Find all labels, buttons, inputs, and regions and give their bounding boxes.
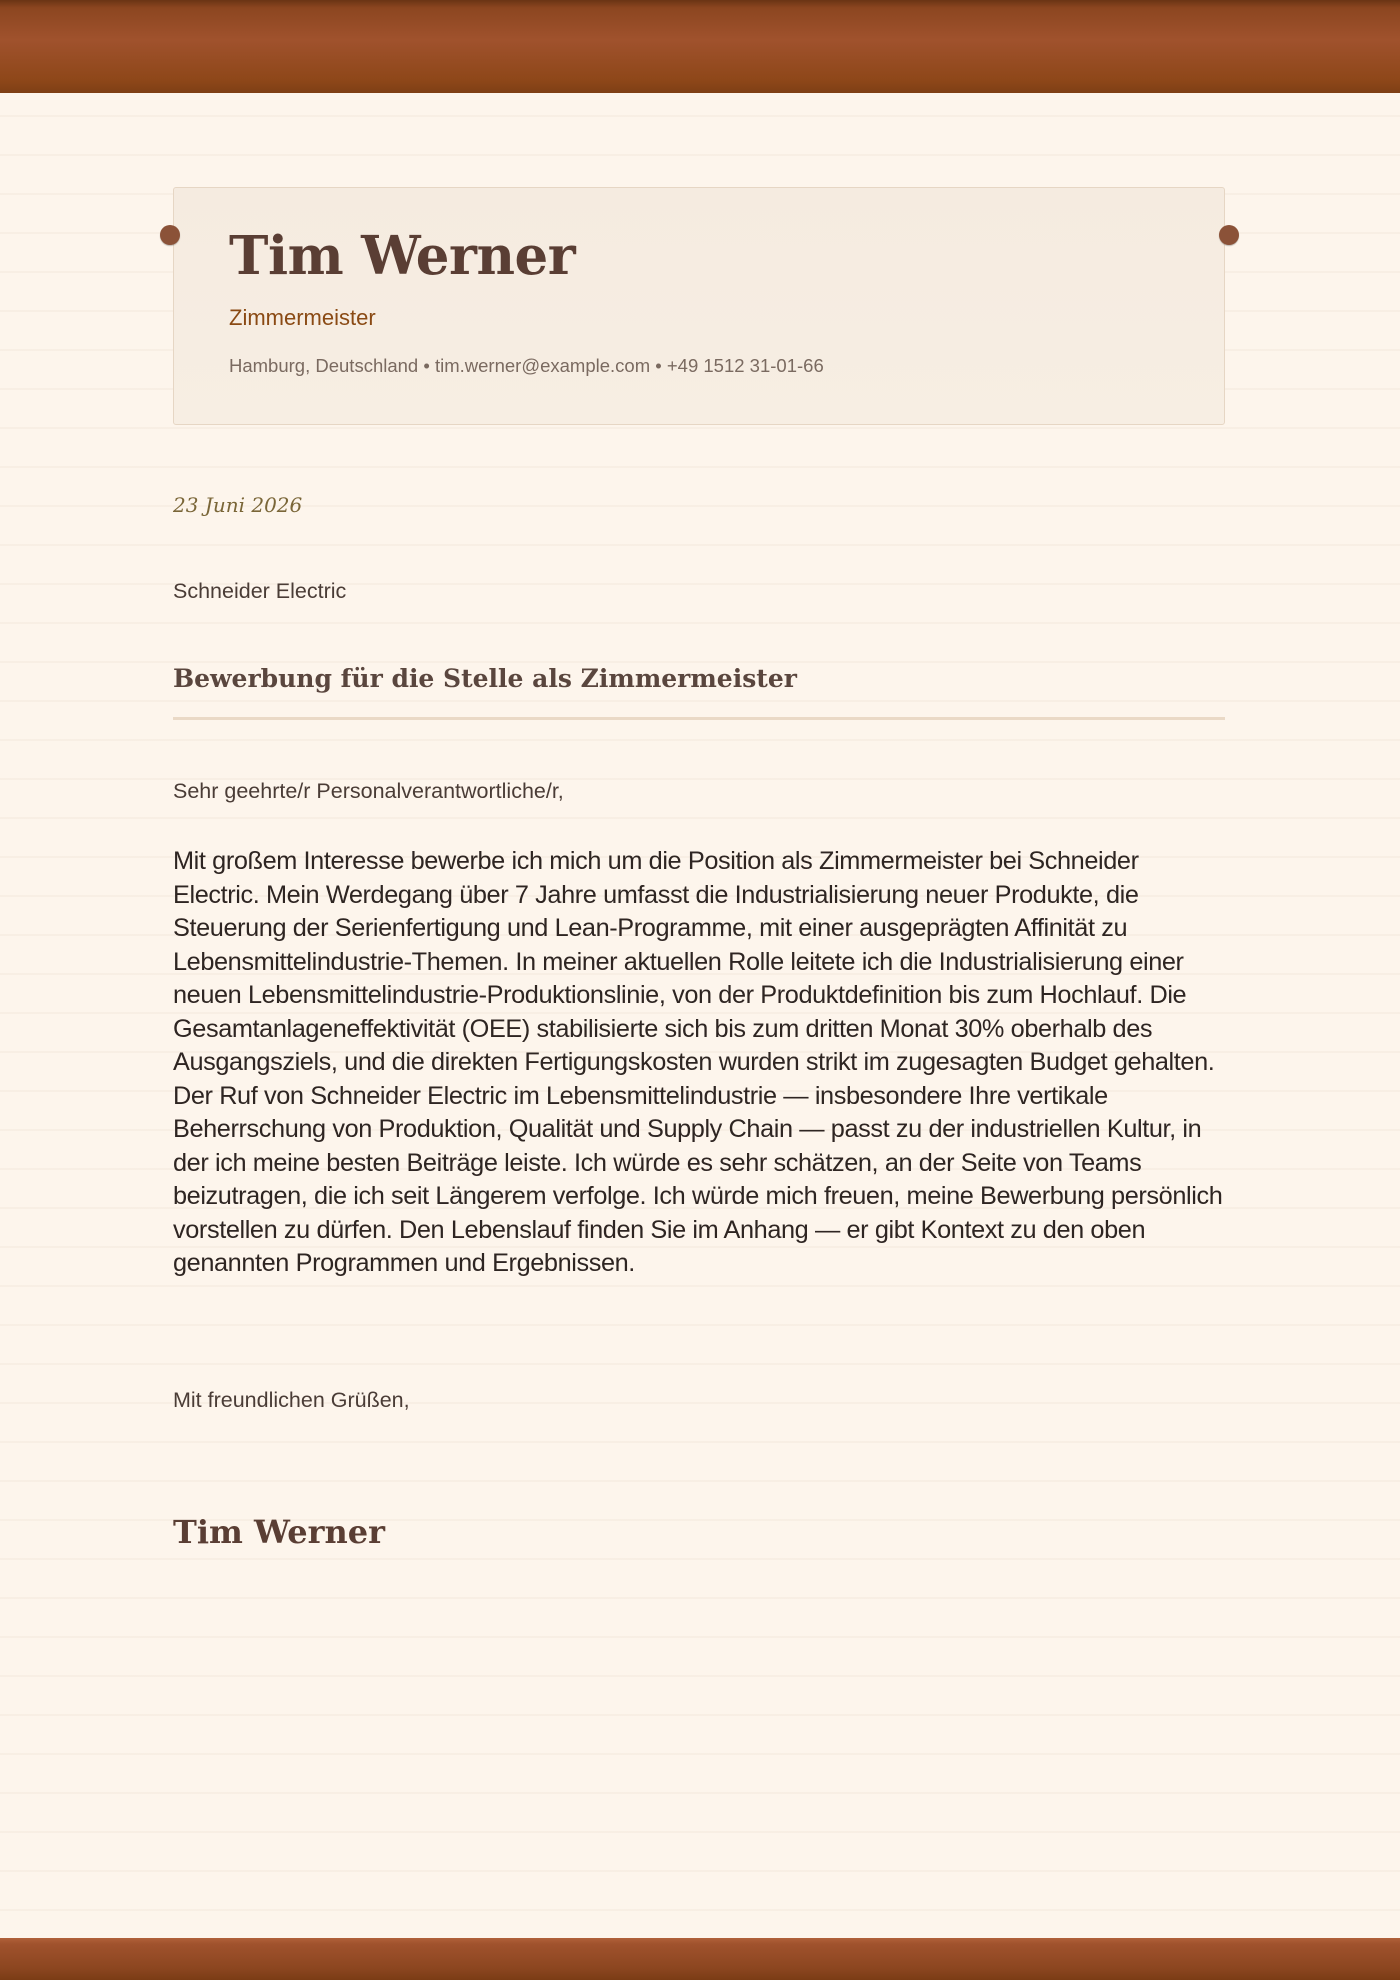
signature: Tim Werner	[173, 1513, 385, 1551]
bottom-decorative-bar	[0, 1938, 1400, 1980]
contact-line: Hamburg, Deutschland • tim.werner@example.com • +49 1512 31-01-66	[229, 355, 824, 376]
closing: Mit freundlichen Grüßen,	[173, 1388, 410, 1412]
pin-left-icon	[160, 225, 180, 245]
letter-date: 23 Juni 2026	[173, 493, 303, 517]
recipient: Schneider Electric	[173, 579, 347, 603]
pin-right-icon	[1219, 225, 1239, 245]
letter-subject: Bewerbung für die Stelle als Zimmermeister	[173, 664, 797, 693]
salutation: Sehr geehrte/r Personalverantwortliche/r,	[173, 779, 564, 803]
header-card	[173, 187, 1225, 425]
top-decorative-bar	[0, 0, 1400, 93]
subject-divider	[173, 717, 1225, 720]
letter-body: Mit großem Interesse bewerbe ich mich um die Position als Zimmermeister bei Schneider Electric. Mein Werdegang über 7 Jahre umfasst die Industrialisierung neuer Produkte, die Steuerung der Serienfertigung und Lean-Programme, mit einer ausgeprägten Affinität zu Lebensmittelindustrie-Themen. In meiner aktuellen Rolle leitete ich die Industrialisierung einer neuen Lebensmittelindustrie-Produktionslinie, von der Produktdefinition bis zum Hochlauf. Die Gesamtanlageneffektivität (OEE) stabilisierte sich bis zum dritten Monat 30% oberhalb des Ausgangsziels, und die direkten Fertigungskosten wurden strikt im zugesagten Budget gehalten. Der Ruf von Schneider Electric im Lebensmittelindustrie — insbesondere Ihre vertikale Beherrschung von Produktion, Qualität und Supply Chain — passt zu der industriellen Kultur, in der ich meine besten Beiträge leiste. Ich würde es sehr schätzen, an der Seite von Teams beizutragen, die ich seit Längerem verfolge. Ich würde mich freuen, meine Bewerbung persönlich vorstellen zu dürfen. Den Lebenslauf finden Sie im Anhang — er gibt Kontext zu den oben genannten Programmen und Ergebnissen.	[173, 847, 1223, 1277]
applicant-name: Tim Werner	[229, 225, 576, 287]
applicant-role: Zimmermeister	[229, 305, 376, 330]
